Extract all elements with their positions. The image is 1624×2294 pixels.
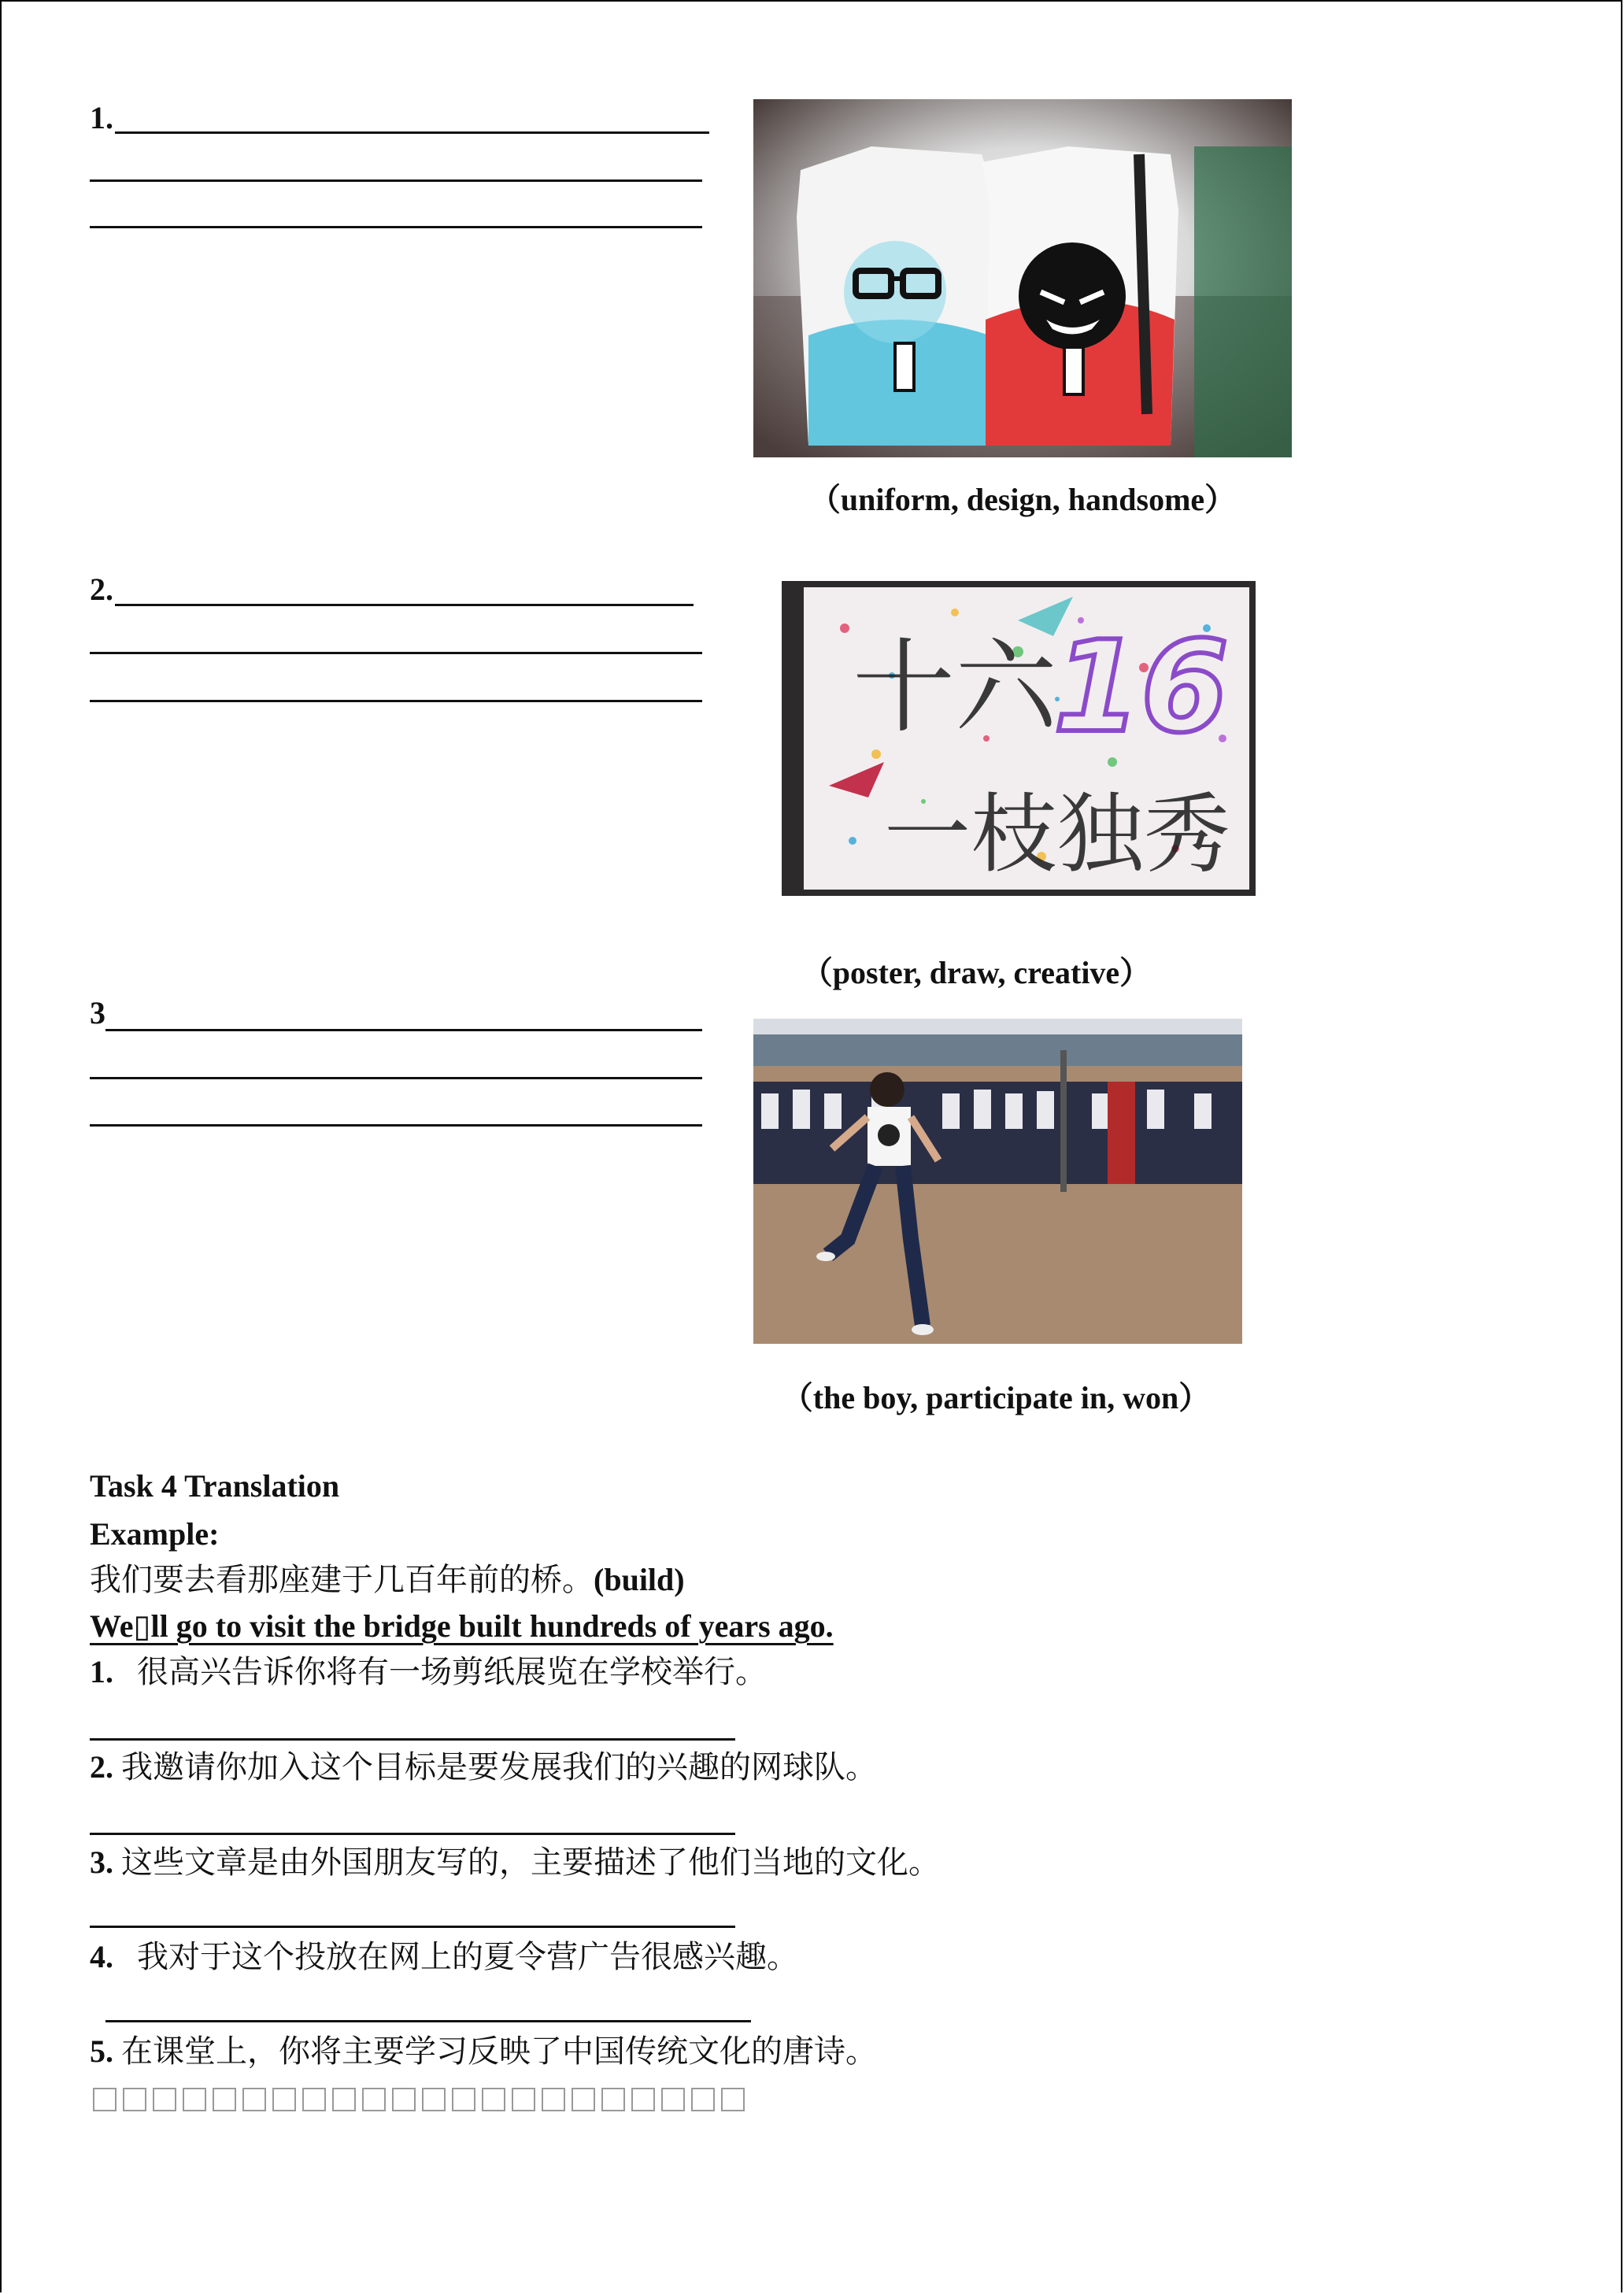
race-photo [753, 1019, 1242, 1344]
char-box[interactable] [512, 2088, 535, 2111]
answer-line[interactable] [90, 1926, 735, 1928]
answer-line[interactable] [115, 131, 709, 134]
question-3-number: 3 [90, 995, 105, 1030]
example-chinese [90, 1561, 685, 1599]
answer-line[interactable] [90, 1077, 702, 1079]
question-1-number: 1. [90, 100, 113, 135]
task4-title: Task 4 Translation [90, 1468, 340, 1504]
answer-box-row[interactable] [93, 2088, 745, 2111]
question-2-caption: （poster, draw, creative） [801, 955, 1152, 990]
char-box[interactable] [93, 2088, 117, 2111]
char-box[interactable] [362, 2088, 386, 2111]
translation-item-1 [90, 1653, 767, 1691]
char-box[interactable] [242, 2088, 266, 2111]
question-3-caption: （the boy, participate in, won） [781, 1380, 1211, 1415]
char-box[interactable] [721, 2088, 745, 2111]
item-number: 1. [90, 1654, 113, 1689]
item-text: 在课堂上，你将主要学习反映了中国传统文化的唐诗。 [121, 2033, 877, 2069]
char-box[interactable] [631, 2088, 655, 2111]
item-text: 很高兴告诉你将有一场剪纸展览在学校举行。 [137, 1654, 767, 1689]
answer-line[interactable] [115, 604, 694, 606]
example-hint: (build) [594, 1562, 685, 1597]
char-box[interactable] [601, 2088, 625, 2111]
translation-item-2 [90, 1748, 877, 1786]
poster-title-text: 十六 [853, 627, 1058, 747]
char-box[interactable] [482, 2088, 505, 2111]
answer-line[interactable] [105, 2020, 751, 2022]
char-box[interactable] [302, 2088, 326, 2111]
char-box[interactable] [572, 2088, 595, 2111]
question-1-caption: （uniform, design, handsome） [808, 482, 1237, 517]
poster-photo [782, 581, 1256, 896]
char-box[interactable] [183, 2088, 206, 2111]
answer-line[interactable] [105, 1029, 702, 1031]
char-box[interactable] [452, 2088, 475, 2111]
answer-line[interactable] [90, 226, 702, 228]
question-2-number: 2. [90, 572, 113, 607]
example-chinese-text: 我们要去看那座建于几百年前的桥。 [90, 1562, 594, 1597]
item-number: 4. [90, 1939, 113, 1974]
answer-line[interactable] [90, 652, 702, 654]
tshirts-photo [753, 99, 1292, 457]
example-english: We▯ll go to visit the bridge built hundreds of years ago. [90, 1608, 834, 1644]
char-box[interactable] [392, 2088, 416, 2111]
answer-line[interactable] [90, 1738, 735, 1741]
translation-item-3 [90, 1844, 940, 1881]
poster-slogan-text: 一枝独秀 [884, 784, 1230, 885]
item-number: 5. [90, 2033, 113, 2069]
item-number: 3. [90, 1844, 113, 1880]
poster-number-text: 16 [1053, 613, 1229, 760]
answer-line[interactable] [90, 1833, 735, 1835]
char-box[interactable] [272, 2088, 296, 2111]
item-number: 2. [90, 1749, 113, 1785]
answer-line[interactable] [90, 700, 702, 702]
answer-line[interactable] [90, 1124, 702, 1127]
char-box[interactable] [542, 2088, 565, 2111]
item-text: 这些文章是由外国朋友写的，主要描述了他们当地的文化。 [121, 1844, 940, 1880]
translation-item-4 [90, 1938, 798, 1976]
char-box[interactable] [213, 2088, 236, 2111]
char-box[interactable] [153, 2088, 176, 2111]
char-box[interactable] [691, 2088, 715, 2111]
char-box[interactable] [123, 2088, 146, 2111]
char-box[interactable] [422, 2088, 446, 2111]
example-label: Example: [90, 1516, 220, 1552]
char-box[interactable] [661, 2088, 685, 2111]
answer-line[interactable] [90, 179, 702, 182]
translation-item-5 [90, 2033, 877, 2070]
item-text: 我邀请你加入这个目标是要发展我们的兴趣的网球队。 [121, 1749, 877, 1785]
item-text: 我对于这个投放在网上的夏令营广告很感兴趣。 [137, 1939, 798, 1974]
char-box[interactable] [332, 2088, 356, 2111]
